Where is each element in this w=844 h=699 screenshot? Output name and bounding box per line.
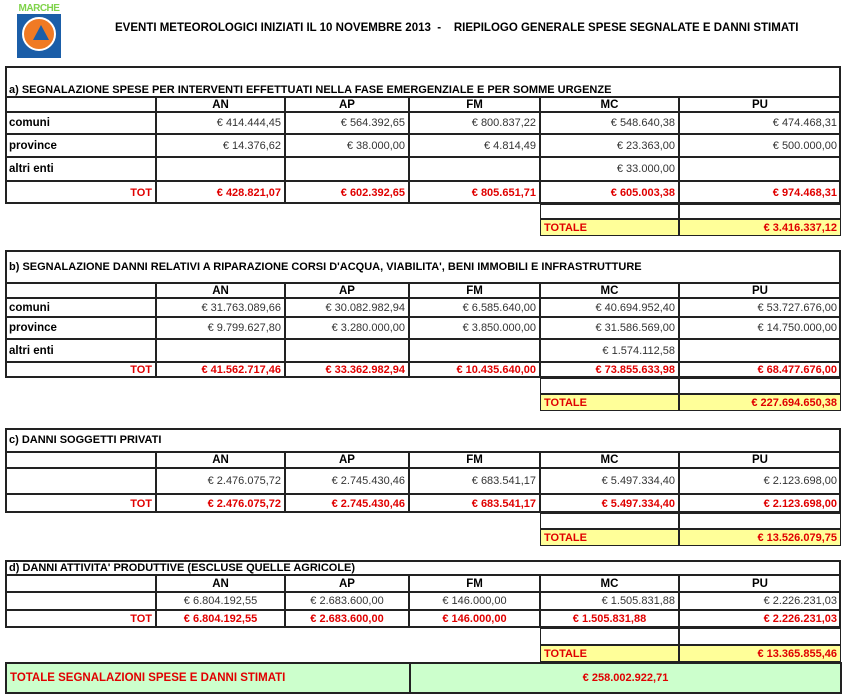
grand-total-value xyxy=(409,662,842,694)
column-header-pu: PU xyxy=(679,575,841,592)
row-label xyxy=(5,592,156,610)
table-cell: € 6.804.192,55 xyxy=(156,592,285,610)
tot-cell-mc: € 5.497.334,40 xyxy=(540,494,679,513)
table-cell: € 31.763.089,66 xyxy=(156,298,285,317)
column-header-an: AN xyxy=(156,97,285,112)
table-cell: € 474.468,31 xyxy=(679,112,841,134)
tot-label: TOT xyxy=(5,181,156,204)
column-header-fm: FM xyxy=(409,452,540,468)
table-cell: € 2.476.075,72 xyxy=(156,468,285,494)
column-header-an: AN xyxy=(156,452,285,468)
tot-cell-mc: € 73.855.633,98 xyxy=(540,362,679,378)
column-header-blank xyxy=(5,97,156,112)
table-cell: € 4.814,49 xyxy=(409,134,540,157)
totale-label: TOTALE xyxy=(540,645,679,662)
column-header-pu: PU xyxy=(679,97,841,112)
column-header-ap: AP xyxy=(285,452,409,468)
table-cell: € 33.000,00 xyxy=(540,157,679,181)
totale-value: € 3.416.337,12 xyxy=(679,219,841,236)
column-header-pu: PU xyxy=(679,452,841,468)
tot-cell-an: € 6.804.192,55 xyxy=(156,610,285,628)
section-title: a) SEGNALAZIONE SPESE PER INTERVENTI EFFETTUATI NELLA FASE EMERGENZIALE E PER SOMME URGENZE xyxy=(5,66,841,97)
section-title: d) DANNI ATTIVITA' PRODUTTIVE (ESCLUSE QUELLE AGRICOLE) xyxy=(5,560,841,575)
column-header-ap: AP xyxy=(285,575,409,592)
table-cell: € 14.376,62 xyxy=(156,134,285,157)
empty-cell xyxy=(679,204,841,219)
table-cell: € 23.363,00 xyxy=(540,134,679,157)
tot-cell-pu: € 2.123.698,00 xyxy=(679,494,841,513)
section-title: b) SEGNALAZIONE DANNI RELATIVI A RIPARAZIONE CORSI D'ACQUA, VIABILITA', BENI IMMOBILI E INFRASTRUTTURE xyxy=(5,250,841,283)
totale-value: € 13.365.855,46 xyxy=(679,645,841,662)
column-header-fm: FM xyxy=(409,97,540,112)
empty-cell xyxy=(679,628,841,645)
marche-protezione-civile-logo xyxy=(17,3,61,58)
tot-cell-fm: € 683.541,17 xyxy=(409,494,540,513)
table-cell xyxy=(409,157,540,181)
tot-cell-an: € 2.476.075,72 xyxy=(156,494,285,513)
totale-label: TOTALE xyxy=(540,219,679,236)
table-cell: € 31.586.569,00 xyxy=(540,317,679,339)
table-cell: € 14.750.000,00 xyxy=(679,317,841,339)
column-header-mc: MC xyxy=(540,97,679,112)
column-header-fm: FM xyxy=(409,283,540,298)
row-label: comuni xyxy=(5,298,156,317)
logo-text: MARCHE xyxy=(18,3,60,14)
tot-label: TOT xyxy=(5,494,156,513)
row-label xyxy=(5,468,156,494)
table-cell: € 1.505.831,88 xyxy=(540,592,679,610)
table-cell xyxy=(285,157,409,181)
row-label: altri enti xyxy=(5,339,156,362)
tot-cell-an: € 41.562.717,46 xyxy=(156,362,285,378)
tot-cell-ap: € 2.745.430,46 xyxy=(285,494,409,513)
totale-label: TOTALE xyxy=(540,529,679,546)
grand-total-value-text: € 258.002.922,71 xyxy=(582,672,669,684)
table-cell: € 6.585.640,00 xyxy=(409,298,540,317)
logo-emblem-icon xyxy=(22,17,56,51)
tot-cell-fm: € 805.651,71 xyxy=(409,181,540,204)
grand-total-label-text: TOTALE SEGNALAZIONI SPESE E DANNI STIMATI xyxy=(10,672,286,684)
page-title: EVENTI METEOROLOGICI INIZIATI IL 10 NOVEMBRE 2013 - RIEPILOGO GENERALE SPESE SEGNALATE E DANNI STIMATI xyxy=(115,22,799,34)
table-cell xyxy=(409,339,540,362)
row-label: altri enti xyxy=(5,157,156,181)
table-cell: € 2.123.698,00 xyxy=(679,468,841,494)
row-label: comuni xyxy=(5,112,156,134)
table-cell: € 3.850.000,00 xyxy=(409,317,540,339)
column-header-ap: AP xyxy=(285,97,409,112)
table-cell: € 564.392,65 xyxy=(285,112,409,134)
table-cell: € 683.541,17 xyxy=(409,468,540,494)
table-cell xyxy=(679,157,841,181)
table-cell: € 146.000,00 xyxy=(409,592,540,610)
table-cell: € 9.799.627,80 xyxy=(156,317,285,339)
totale-value: € 227.694.650,38 xyxy=(679,394,841,411)
column-header-ap: AP xyxy=(285,283,409,298)
column-header-mc: MC xyxy=(540,452,679,468)
tot-cell-mc: € 605.003,38 xyxy=(540,181,679,204)
column-header-an: AN xyxy=(156,575,285,592)
totale-label: TOTALE xyxy=(540,394,679,411)
column-header-pu: PU xyxy=(679,283,841,298)
table-cell: € 548.640,38 xyxy=(540,112,679,134)
table-cell xyxy=(156,339,285,362)
tot-label: TOT xyxy=(5,610,156,628)
table-cell: € 414.444,45 xyxy=(156,112,285,134)
table-cell xyxy=(156,157,285,181)
table-cell xyxy=(679,339,841,362)
column-header-mc: MC xyxy=(540,575,679,592)
tot-cell-ap: € 2.683.600,00 xyxy=(285,610,409,628)
empty-cell xyxy=(540,204,679,219)
tot-label: TOT xyxy=(5,362,156,378)
column-header-blank xyxy=(5,283,156,298)
table-cell: € 1.574.112,58 xyxy=(540,339,679,362)
column-header-mc: MC xyxy=(540,283,679,298)
tot-cell-pu: € 2.226.231,03 xyxy=(679,610,841,628)
table-cell: € 500.000,00 xyxy=(679,134,841,157)
table-cell: € 2.226.231,03 xyxy=(679,592,841,610)
section-title: c) DANNI SOGGETTI PRIVATI xyxy=(5,428,841,452)
empty-cell xyxy=(540,628,679,645)
table-cell: € 53.727.676,00 xyxy=(679,298,841,317)
empty-cell xyxy=(540,378,679,394)
table-cell: € 2.745.430,46 xyxy=(285,468,409,494)
table-cell: € 38.000,00 xyxy=(285,134,409,157)
tot-cell-ap: € 33.362.982,94 xyxy=(285,362,409,378)
tot-cell-pu: € 974.468,31 xyxy=(679,181,841,204)
tot-cell-fm: € 146.000,00 xyxy=(409,610,540,628)
table-cell: € 2.683.600,00 xyxy=(285,592,409,610)
tot-cell-fm: € 10.435.640,00 xyxy=(409,362,540,378)
column-header-an: AN xyxy=(156,283,285,298)
tot-cell-ap: € 602.392,65 xyxy=(285,181,409,204)
totale-value: € 13.526.079,75 xyxy=(679,529,841,546)
row-label: province xyxy=(5,134,156,157)
table-cell: € 5.497.334,40 xyxy=(540,468,679,494)
column-header-blank xyxy=(5,452,156,468)
empty-cell xyxy=(679,378,841,394)
grand-total-label xyxy=(5,662,411,694)
row-label: province xyxy=(5,317,156,339)
tot-cell-mc: € 1.505.831,88 xyxy=(540,610,679,628)
table-cell: € 800.837,22 xyxy=(409,112,540,134)
empty-cell xyxy=(540,513,679,529)
table-cell: € 30.082.982,94 xyxy=(285,298,409,317)
column-header-blank xyxy=(5,575,156,592)
tot-cell-pu: € 68.477.676,00 xyxy=(679,362,841,378)
empty-cell xyxy=(679,513,841,529)
table-cell: € 3.280.000,00 xyxy=(285,317,409,339)
tot-cell-an: € 428.821,07 xyxy=(156,181,285,204)
table-cell xyxy=(285,339,409,362)
table-cell: € 40.694.952,40 xyxy=(540,298,679,317)
column-header-fm: FM xyxy=(409,575,540,592)
